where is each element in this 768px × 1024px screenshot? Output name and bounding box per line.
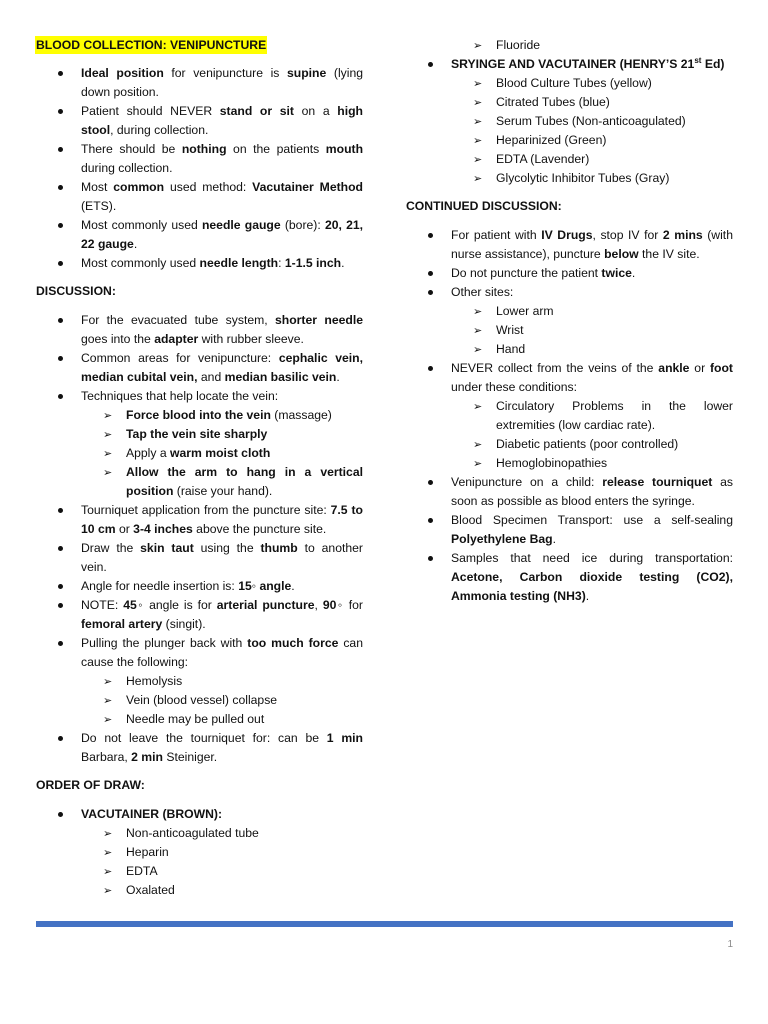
arrow-bullet-icon: ➢ [103, 694, 113, 707]
sub-list-item: ➢ Blood Culture Tubes (yellow) [406, 74, 733, 93]
bullet-list-item: Most commonly used needle length: 1-1.5 inch. [36, 254, 363, 273]
order-of-draw-heading: ORDER OF DRAW: [36, 778, 145, 792]
bullet-list-item: Angle for needle insertion is: 15◦ angle. [36, 577, 363, 596]
arrow-bullet-icon: ➢ [473, 438, 483, 451]
sub-list-item: ➢ EDTA [36, 862, 363, 881]
continued-discussion-list [406, 226, 733, 606]
bullet-list-item: Ideal position for venipuncture is supine (lying down position. [36, 64, 363, 102]
bullet-list-item: Common areas for venipuncture: cephalic vein, median cubital vein, and median basilic vein. [36, 349, 363, 387]
sub-list-item: ➢ Allow the arm to hang in a vertical position (raise your hand). [103, 465, 363, 498]
arrow-bullet-icon: ➢ [103, 428, 113, 441]
arrow-bullet-icon: ➢ [473, 343, 483, 356]
bullet-dot-icon [428, 233, 433, 238]
arrow-bullet-icon: ➢ [473, 96, 483, 109]
sub-list [36, 406, 363, 501]
bullet-dot-icon [428, 290, 433, 295]
bullet-list-item: Venipuncture on a child: release tourniquet as soon as possible as blood enters the syringe. [406, 473, 733, 511]
sub-list-item: ➢ Lower arm [406, 302, 733, 321]
arrow-bullet-icon: ➢ [103, 846, 113, 859]
sub-list-item: ➢ Hemolysis [36, 672, 363, 691]
footer-divider-bar [36, 921, 733, 927]
bullet-dot-icon [428, 62, 433, 67]
arrow-bullet-icon: ➢ [473, 39, 483, 52]
bullet-list-item: Samples that need ice during transportation: Acetone, Carbon dioxide testing (CO2), Ammonia testing (NH3). [406, 549, 733, 606]
order-of-draw-list [36, 805, 363, 900]
bullet-dot-icon [58, 223, 63, 228]
bullet-list-item: Most common used method: Vacutainer Method (ETS). [36, 178, 363, 216]
bullet-dot-icon [58, 71, 63, 76]
discussion-list [36, 311, 363, 767]
sub-list-item: ➢ Glycolytic Inhibitor Tubes (Gray) [406, 169, 733, 188]
syringe-vacutainer-list [406, 55, 733, 188]
sub-list-item: ➢ Wrist [406, 321, 733, 340]
sub-list [406, 397, 733, 473]
arrow-bullet-icon: ➢ [473, 153, 483, 166]
sub-list-item: ➢ Hand [406, 340, 733, 359]
bullet-list-item: Blood Specimen Transport: use a self-sealing Polyethylene Bag. [406, 511, 733, 549]
bullet-list-item: Draw the skin taut using the thumb to another vein. [36, 539, 363, 577]
bullet-dot-icon [58, 641, 63, 646]
arrow-bullet-icon: ➢ [103, 827, 113, 840]
bullet-dot-icon [58, 147, 63, 152]
bullet-dot-icon [58, 261, 63, 266]
sub-list-item: ➢ Force blood into the vein (massage) [36, 406, 363, 425]
page-number: 1 [727, 939, 733, 950]
continued-discussion-heading: CONTINUED DISCUSSION: [406, 199, 562, 213]
arrow-bullet-icon: ➢ [473, 457, 483, 470]
sub-list-item: ➢ Heparinized (Green) [406, 131, 733, 150]
sub-list-item: ➢ Diabetic patients (poor controlled) [406, 435, 733, 454]
arrow-bullet-icon: ➢ [473, 134, 483, 147]
sub-list-item: ➢ Apply a warm moist cloth [36, 444, 363, 463]
bullet-dot-icon [58, 508, 63, 513]
sub-list-item: ➢ Heparin [36, 843, 363, 862]
bullet-dot-icon [58, 394, 63, 399]
bullet-list-item: For the evacuated tube system, shorter needle goes into the adapter with rubber sleeve. [36, 311, 363, 349]
arrow-bullet-icon: ➢ [103, 466, 113, 479]
bullet-dot-icon [428, 271, 433, 276]
sub-list-item: ➢ EDTA (Lavender) [406, 150, 733, 169]
arrow-bullet-icon: ➢ [473, 400, 483, 413]
bullet-dot-icon [58, 318, 63, 323]
bullet-dot-icon [58, 603, 63, 608]
bullet-dot-icon [58, 356, 63, 361]
bullet-list-item: Do not leave the tourniquet for: can be 1 min Barbara, 2 min Steiniger. [36, 729, 363, 767]
sub-list-item: ➢ Tap the vein site sharply [36, 425, 363, 444]
arrow-bullet-icon: ➢ [473, 115, 483, 128]
sub-list [406, 74, 733, 188]
bullet-list-item: NEVER collect from the veins of the ankle or foot under these conditions: ➢ Circulatory Problems in the lower extremities (low cardiac rate). ➢ Diabetic patients (poor controlled) ➢ Hemoglobinopathies [406, 359, 733, 473]
arrow-bullet-icon: ➢ [103, 713, 113, 726]
sub-list [406, 302, 733, 359]
document-title: BLOOD COLLECTION: VENIPUNCTURE [36, 38, 267, 52]
bullet-dot-icon [58, 812, 63, 817]
discussion-heading: DISCUSSION: [36, 284, 116, 298]
bullet-dot-icon [428, 556, 433, 561]
right-column [406, 36, 733, 615]
bullet-list-item: Do not puncture the patient twice. [406, 264, 733, 283]
bullet-list-item: NOTE: 45◦ angle is for arterial puncture, 90◦ for femoral artery (singit). [36, 596, 363, 634]
arrow-bullet-icon: ➢ [473, 172, 483, 185]
bullet-dot-icon [58, 546, 63, 551]
sub-list-item: ➢ Serum Tubes (Non-anticoagulated) [406, 112, 733, 131]
sub-list-item: ➢ Vein (blood vessel) collapse [36, 691, 363, 710]
arrow-bullet-icon: ➢ [103, 675, 113, 688]
arrow-bullet-icon: ➢ [473, 305, 483, 318]
left-column [36, 36, 363, 909]
sub-list [36, 672, 363, 729]
arrow-bullet-icon: ➢ [473, 77, 483, 90]
bullet-dot-icon [58, 185, 63, 190]
bullet-list-item: For patient with IV Drugs, stop IV for 2 mins (with nurse assistance), puncture below the IV site. [406, 226, 733, 264]
bullet-list-item: Most commonly used needle gauge (bore): 20, 21, 22 gauge. [36, 216, 363, 254]
sub-list-item: ➢ Needle may be pulled out [36, 710, 363, 729]
arrow-bullet-icon: ➢ [103, 865, 113, 878]
bullet-list-item: There should be nothing on the patients mouth during collection. [36, 140, 363, 178]
arrow-bullet-icon: ➢ [473, 324, 483, 337]
sub-list-item: ➢ Hemoglobinopathies [406, 454, 733, 473]
bullet-list-item: Other sites: ➢ Lower arm ➢ Wrist ➢ Hand [406, 283, 733, 359]
arrow-bullet-icon: ➢ [103, 884, 113, 897]
sub-list-item: ➢ Citrated Tubes (blue) [406, 93, 733, 112]
bullet-dot-icon [58, 584, 63, 589]
bullet-list-item: Pulling the plunger back with too much force can cause the following: ➢ Hemolysis ➢ Vein (blood vessel) collapse ➢ Needle may be pulled out [36, 634, 363, 729]
bullet-list-item: Techniques that help locate the vein: ➢ Force blood into the vein (massage) ➢ Tap the vein site sharply ➢ Apply a warm moist cloth ➢ Allow the arm to hang in a vertical position (raise your hand). [36, 387, 363, 501]
bullet-list-item: SRYINGE AND VACUTAINER (HENRY’S 21st Ed) ➢ Blood Culture Tubes (yellow) ➢ Citrated Tubes (blue) ➢ Serum Tubes (Non-anticoagulated) ➢ Heparinized (Green) ➢ EDTA (Lavender) ➢ Glycolytic Inhibitor Tubes (Gray) [406, 55, 733, 188]
sub-list [36, 824, 363, 900]
sub-list-item: ➢ Oxalated [36, 881, 363, 900]
intro-list [36, 64, 363, 273]
sub-list-item: ➢ Non-anticoagulated tube [36, 824, 363, 843]
bullet-dot-icon [58, 736, 63, 741]
arrow-bullet-icon: ➢ [103, 447, 113, 460]
arrow-bullet-icon: ➢ [103, 409, 113, 422]
sub-list-item: ➢ Circulatory Problems in the lower extremities (low cardiac rate). [473, 399, 733, 432]
bullet-list-item: Tourniquet application from the puncture site: 7.5 to 10 cm or 3-4 inches above the puncture site. [36, 501, 363, 539]
bullet-dot-icon [428, 480, 433, 485]
bullet-dot-icon [428, 366, 433, 371]
bullet-list-item: Patient should NEVER stand or sit on a high stool, during collection. [36, 102, 363, 140]
sub-list-item: ➢ Fluoride [406, 36, 733, 55]
bullet-dot-icon [58, 109, 63, 114]
continued-sub-list [406, 36, 733, 55]
bullet-dot-icon [428, 518, 433, 523]
bullet-list-item: VACUTAINER (BROWN): ➢ Non-anticoagulated tube ➢ Heparin ➢ EDTA ➢ Oxalated [36, 805, 363, 900]
